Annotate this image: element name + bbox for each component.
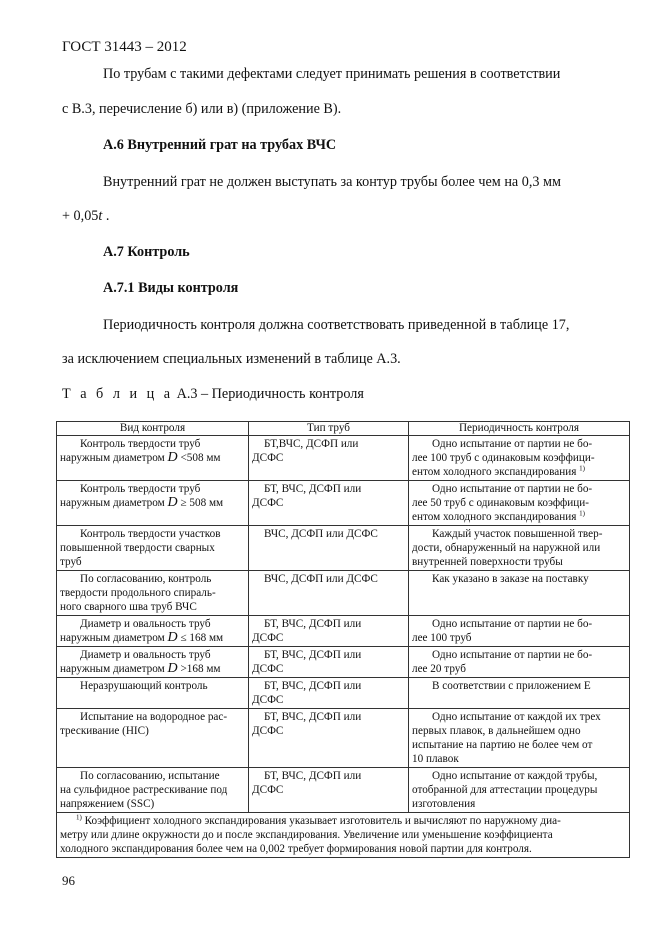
cell-text: ДСФС [252, 784, 284, 796]
cell-text: первых плавок, в дальнейшем одно [412, 725, 581, 737]
paragraph-line: за исключением специальных изменений в таблице А.3. [62, 351, 401, 367]
cell-text: отобранной для аттестации процедуры [412, 784, 598, 796]
cell-text: лее 20 труб [412, 663, 466, 675]
cell-text: трескивание (HIC) [60, 725, 149, 737]
cell-text: ВЧС, ДСФП или ДСФС [264, 573, 378, 585]
footnote-line: холодного экспандирования более чем на 0,002 требует формирования новой партии для контроля. [60, 843, 532, 855]
table-row [57, 526, 630, 571]
paragraph-line [62, 208, 109, 225]
inspection-type-cell [57, 678, 249, 709]
table-caption-title: А.3 – Периодичность контроля [173, 386, 364, 402]
frequency-cell [409, 709, 630, 768]
cell-text: повышенной твердости сварных [60, 542, 215, 554]
pipe-type-cell [249, 616, 409, 647]
cell-text: Контроль твердости труб [80, 483, 201, 495]
formula-text: + 0,05 [62, 208, 99, 224]
cell-text: БТ, ВЧС, ДСФП или [264, 770, 362, 782]
cell-text: Контроль твердости участков [80, 528, 221, 540]
inspection-type-cell [57, 616, 249, 647]
cell-text: Диаметр и овальность труб [80, 618, 211, 630]
cell-text: По согласованию, контроль [80, 573, 212, 585]
table-row [57, 768, 630, 813]
inspection-type-cell [57, 571, 249, 616]
pipe-type-cell [249, 768, 409, 813]
section-heading-a7: А.7 Контроль [103, 244, 190, 260]
cell-text: ВЧС, ДСФП или ДСФС [264, 528, 378, 540]
cell-text: наружным диаметром D <508 мм [60, 450, 221, 465]
cell-text: напряжением (SSC) [60, 798, 155, 810]
cell-text: Одно испытание от партии не бо- [432, 483, 593, 495]
footnote-mark: 1) [76, 813, 82, 822]
footnote-line: метру или длине окружности до и после экспандирования. Увеличение или уменьшение коэффициента [60, 829, 553, 841]
frequency-cell [409, 616, 630, 647]
cell-text: БТ, ВЧС, ДСФП или [264, 483, 362, 495]
table-footnote [57, 813, 630, 858]
frequency-cell [409, 481, 630, 526]
cell-text: лее 50 труб с одинаковым коэффици- [412, 497, 589, 509]
pipe-type-cell [249, 647, 409, 678]
frequency-cell [409, 768, 630, 813]
cell-text: БТ, ВЧС, ДСФП или [264, 680, 362, 692]
table-row [57, 647, 630, 678]
pipe-type-cell [249, 481, 409, 526]
cell-text: испытание на партию не более чем от [412, 739, 593, 751]
table-caption-prefix: Т а б л и ц а [62, 386, 174, 402]
cell-text: Как указано в заказе на поставку [432, 573, 589, 585]
cell-text: В соответствии с приложением Е [432, 680, 591, 692]
cell-text: внутренней поверхности трубы [412, 556, 563, 568]
table-row [57, 481, 630, 526]
cell-text: наружным диаметром D >168 мм [60, 661, 221, 676]
cell-text: Неразрушающий контроль [80, 680, 208, 692]
cell-text: твердости продольного спираль- [60, 587, 216, 599]
paragraph-line: Периодичность контроля должна соответствовать приведенной в таблице 17, [103, 317, 570, 333]
cell-text: ДСФС [252, 452, 284, 464]
column-header: Периодичность контроля [409, 422, 630, 436]
paragraph-line: По трубам с такими дефектами следует принимать решения в соответствии [103, 66, 561, 82]
section-heading-a6: А.6 Внутренний грат на трубах ВЧС [103, 137, 337, 153]
cell-text: ДСФС [252, 632, 284, 644]
column-header: Тип труб [249, 422, 409, 436]
cell-text: ДСФС [252, 663, 284, 675]
cell-text: БТ,ВЧС, ДСФП или [264, 438, 359, 450]
cell-text: наружным диаметром D ≥ 508 мм [60, 495, 224, 510]
cell-text: Одно испытание от каждой их трех [432, 711, 601, 723]
pipe-type-cell [249, 678, 409, 709]
inspection-frequency-table [56, 421, 630, 858]
footnote-text: Коэффициент холодного экспандирования указывает изготовитель и вычисляют по наружному диа- [81, 815, 561, 827]
cell-text: лее 100 труб с одинаковым коэффици- [412, 452, 595, 464]
document-header: ГОСТ 31443 – 2012 [62, 39, 187, 55]
paragraph-line: Внутренний грат не должен выступать за контур трубы более чем на 0,3 мм [103, 174, 562, 190]
column-header: Вид контроля [57, 422, 249, 436]
inspection-type-cell [57, 647, 249, 678]
table-row [57, 709, 630, 768]
cell-text: ентом холодного экспандирования $^{1)}$ [412, 464, 585, 478]
cell-text: Одно испытание от каждой трубы, [432, 770, 598, 782]
inspection-type-cell [57, 709, 249, 768]
cell-text: БТ, ВЧС, ДСФП или [264, 649, 362, 661]
cell-text: труб [60, 556, 82, 568]
cell-text: на сульфидное растрескивание под [60, 784, 228, 796]
cell-text: Испытание на водородное рас- [80, 711, 228, 723]
inspection-type-cell [57, 481, 249, 526]
frequency-cell [409, 647, 630, 678]
cell-text: Одно испытание от партии не бо- [432, 618, 593, 630]
table-row [57, 571, 630, 616]
pipe-type-cell [249, 571, 409, 616]
frequency-cell [409, 436, 630, 481]
frequency-cell [409, 678, 630, 709]
cell-text: ного сварного шва труб ВЧС [60, 601, 197, 613]
frequency-cell [409, 571, 630, 616]
formula-variable: t [98, 208, 103, 224]
table-footnote-row [57, 813, 630, 858]
footnote-line [60, 814, 626, 828]
pipe-type-cell [249, 709, 409, 768]
cell-text: изготовления [412, 798, 476, 810]
cell-text: БТ, ВЧС, ДСФП или [264, 618, 362, 630]
paragraph-line: с В.3, перечисление б) или в) (приложение В). [62, 101, 342, 117]
inspection-type-cell [57, 436, 249, 481]
cell-text: наружным диаметром D ≤ 168 мм [60, 630, 224, 645]
table-row [57, 678, 630, 709]
table-header-row [57, 422, 630, 436]
inspection-type-cell [57, 768, 249, 813]
table-caption [62, 386, 364, 403]
page-number: 96 [62, 873, 75, 888]
cell-text: По согласованию, испытание [80, 770, 220, 782]
cell-text: Каждый участок повышенной твер- [432, 528, 603, 540]
cell-text: Одно испытание от партии не бо- [432, 438, 593, 450]
cell-text: БТ, ВЧС, ДСФП или [264, 711, 362, 723]
cell-text: лее 100 труб [412, 632, 472, 644]
table-row [57, 616, 630, 647]
cell-text: дости, обнаруженный на наружной или [412, 542, 601, 554]
section-heading-a71: А.7.1 Виды контроля [103, 280, 239, 296]
cell-text: 10 плавок [412, 753, 459, 765]
cell-text: Диаметр и овальность труб [80, 649, 211, 661]
formula-text: . [102, 208, 110, 224]
frequency-cell [409, 526, 630, 571]
cell-text: ентом холодного экспандирования $^{1)}$ [412, 509, 585, 523]
cell-text: ДСФС [252, 725, 284, 737]
pipe-type-cell [249, 436, 409, 481]
pipe-type-cell [249, 526, 409, 571]
inspection-type-cell [57, 526, 249, 571]
cell-text: Одно испытание от партии не бо- [432, 649, 593, 661]
cell-text: Контроль твердости труб [80, 438, 201, 450]
cell-text: ДСФС [252, 497, 284, 509]
cell-text: ДСФС [252, 694, 284, 706]
table-row [57, 436, 630, 481]
